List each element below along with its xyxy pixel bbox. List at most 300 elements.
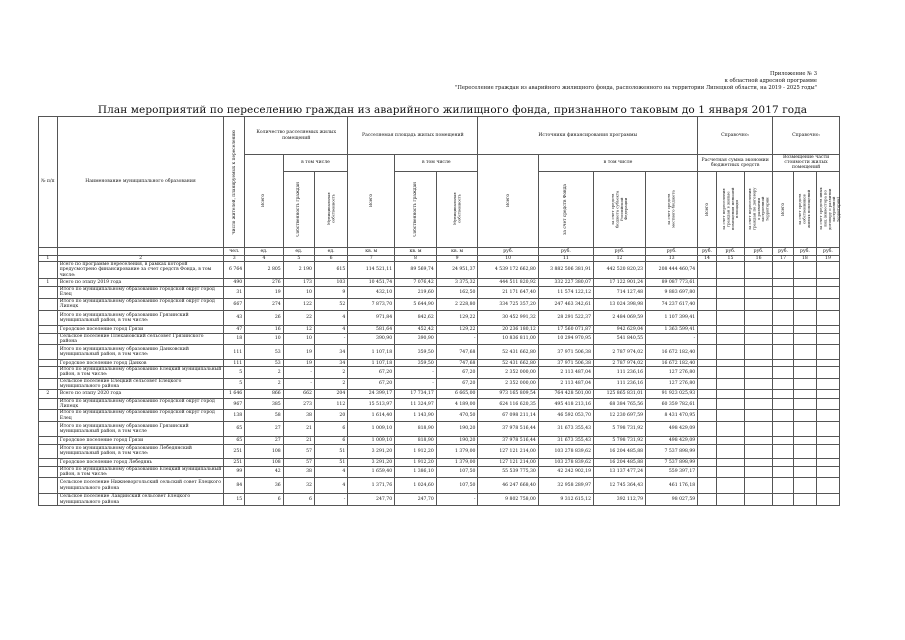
area-private: 359,50 — [395, 360, 437, 367]
people-count: 251 — [224, 458, 245, 466]
reference-cell — [816, 367, 839, 378]
people-count: 111 — [224, 360, 245, 367]
finance-incl-header: в том числе — [538, 155, 697, 172]
people-count: 111 — [224, 345, 245, 360]
rooms-municipal: 51 — [314, 444, 347, 458]
reference-cell — [698, 367, 717, 378]
unit-cell: руб. — [773, 247, 794, 255]
area-incl-header: в том числе — [395, 155, 478, 172]
rooms-private: 122 — [283, 298, 314, 310]
people-count: 65 — [224, 436, 245, 444]
rooms-municipal: 51 — [314, 458, 347, 466]
rooms-private: 32 — [283, 478, 314, 494]
area-municipal: 470,50 — [436, 410, 478, 421]
reference-cell — [793, 278, 816, 286]
area-private: 842,62 — [395, 310, 437, 325]
unit-cell: руб. — [478, 247, 538, 255]
area-municipal: 107,50 — [436, 466, 478, 477]
row-number — [39, 333, 58, 344]
row-name: Всего по программе переселения, в рамках которой предусмотрено финансирование за счет средств Фонда, в том числе: — [57, 262, 224, 279]
finance-total: 30 452 991,32 — [478, 310, 538, 325]
rooms-private: 662 — [283, 389, 314, 398]
area-private: 7 076,42 — [395, 278, 437, 286]
reference-cell — [745, 466, 773, 477]
rooms-total: 2 805 — [245, 262, 284, 279]
reference-cell — [773, 333, 794, 344]
reference-cell — [698, 494, 717, 506]
reference-cell — [716, 278, 744, 286]
finance-regional: 2 787 974,02 — [594, 345, 646, 360]
reference-cell — [816, 360, 839, 367]
reference-cell — [716, 398, 744, 409]
area-private-header: Собственность граждан — [395, 171, 437, 247]
rooms-municipal: 4 — [314, 325, 347, 333]
row-number — [39, 436, 58, 444]
table-row — [39, 458, 840, 466]
row-number — [39, 286, 58, 298]
units-row — [39, 247, 840, 255]
table-row — [39, 286, 840, 298]
reference-cell — [773, 421, 794, 436]
rooms-total: 42 — [245, 466, 284, 477]
reference-cell — [793, 444, 816, 458]
reference-cell — [716, 325, 744, 333]
row-name: Итого по муниципальному образованию Лебедянский муниципальный район, в том числе: — [57, 444, 224, 458]
reference-cell — [773, 436, 794, 444]
finance-regional: 2 484 069,59 — [594, 310, 646, 325]
col-number: 12 — [594, 255, 646, 262]
finance-regional: 13 137 477,24 — [594, 466, 646, 477]
table-row — [39, 444, 840, 458]
reference-cell — [698, 378, 717, 389]
col-number: 15 — [716, 255, 744, 262]
people-count: 1 646 — [224, 389, 245, 398]
rooms-private: - — [283, 367, 314, 378]
table-row — [39, 298, 840, 310]
area-group-header: Расселяемая площадь жилых помещений — [348, 117, 478, 155]
rooms-total-header: Всего — [245, 155, 284, 248]
reference-cell — [716, 444, 744, 458]
table-row — [39, 360, 840, 367]
area-private: 89 569,74 — [395, 262, 437, 279]
finance-total-header: Всего — [478, 155, 538, 248]
area-total: 3 291,20 — [348, 444, 395, 458]
reference-cell — [745, 286, 773, 298]
area-municipal: 1 379,00 — [436, 458, 478, 466]
finance-total: 127 121 214,00 — [478, 458, 538, 466]
reference-cell — [793, 410, 816, 421]
reference-cell — [816, 389, 839, 398]
table-row — [39, 378, 840, 389]
rooms-private: 57 — [283, 444, 314, 458]
col-number: 4 — [245, 255, 284, 262]
area-municipal: 67,20 — [436, 378, 478, 389]
col-number: 2 — [57, 255, 224, 262]
reference-cell — [793, 333, 816, 344]
reference-cell — [793, 398, 816, 409]
rooms-municipal: 6 — [314, 421, 347, 436]
people-count: 138 — [224, 410, 245, 421]
col-number: 13 — [646, 255, 698, 262]
row-number — [39, 478, 58, 494]
row-name: Городское поселение город Лебедянь — [57, 458, 224, 466]
reference-cell — [716, 262, 744, 279]
row-number — [39, 466, 58, 477]
reference-cell — [745, 478, 773, 494]
area-private: 11 324,97 — [395, 398, 437, 409]
finance-total: 2 352 000,00 — [478, 367, 538, 378]
col-number: 6 — [314, 255, 347, 262]
row-name: Сельское поселение Нижневоргольский сельский совет Елецкого муниципального района — [57, 478, 224, 494]
area-private: - — [395, 367, 437, 378]
row-number — [39, 398, 58, 409]
rooms-private: 10 — [283, 286, 314, 298]
reference-cell — [816, 278, 839, 286]
finance-local: 89 087 773,61 — [646, 278, 698, 286]
table-row — [39, 421, 840, 436]
area-total: 1 659,40 — [348, 466, 395, 477]
ref2-total-header: Всего — [773, 171, 794, 247]
rooms-total: 2 — [245, 367, 284, 378]
reference-cell — [745, 360, 773, 367]
finance-fund: 31 673 355,43 — [538, 436, 593, 444]
finance-regional: 12 230 697,59 — [594, 410, 646, 421]
area-total: 971,84 — [348, 310, 395, 325]
rooms-total: 2 — [245, 378, 284, 389]
area-total: 1 614,40 — [348, 410, 395, 421]
row-name: Итого по муниципальному образованию Грязинский муниципальный район, в том числе — [57, 421, 224, 436]
area-municipal: 3 375,32 — [436, 278, 478, 286]
reference-cell — [716, 333, 744, 344]
reference-cell — [816, 333, 839, 344]
reference-cell — [698, 262, 717, 279]
rooms-total: 276 — [245, 278, 284, 286]
reference-cell — [793, 310, 816, 325]
rooms-total: 19 — [245, 286, 284, 298]
rooms-total: 36 — [245, 478, 284, 494]
area-total: 581,64 — [348, 325, 395, 333]
finance-total: 21 171 647,40 — [478, 286, 538, 298]
rooms-municipal: 52 — [314, 298, 347, 310]
col-number: 19 — [816, 255, 839, 262]
finance-regional: 12 745 364,43 — [594, 478, 646, 494]
reference-cell — [745, 458, 773, 466]
finance-local: 461 176,18 — [646, 478, 698, 494]
reference-cell — [698, 286, 717, 298]
rooms-private: 57 — [283, 458, 314, 466]
rooms-private: - — [283, 378, 314, 389]
reference-cell — [816, 378, 839, 389]
area-private: 390,90 — [395, 333, 437, 344]
finance-total: 444 511 820,92 — [478, 278, 538, 286]
area-total: 247,70 — [348, 494, 395, 506]
reference-cell — [816, 310, 839, 325]
finance-total: 10 836 811,00 — [478, 333, 538, 344]
row-name: Всего по этапу 2020 года — [57, 389, 224, 398]
finance-local: 127 276,80 — [646, 367, 698, 378]
area-municipal: 190,20 — [436, 421, 478, 436]
area-municipal: 129,22 — [436, 325, 478, 333]
reference-cell — [716, 367, 744, 378]
reference2-group-header: Справочно: — [773, 117, 840, 155]
reference-cell — [745, 278, 773, 286]
row-number: 2 — [39, 389, 58, 398]
unit-cell: руб. — [793, 247, 816, 255]
reference-cell — [773, 360, 794, 367]
area-total: 67,20 — [348, 367, 395, 378]
reference-cell — [716, 466, 744, 477]
rooms-private: 38 — [283, 466, 314, 477]
area-total: 7 873,70 — [348, 298, 395, 310]
reference-cell — [698, 310, 717, 325]
people-count: 5 — [224, 367, 245, 378]
fund-header: за счет средств Фонда — [538, 171, 593, 247]
rooms-municipal: 615 — [314, 262, 347, 279]
row-name: Сельское поселение Плехановский сельсовет Грязинского района — [57, 333, 224, 344]
unit-cell: ед. — [314, 247, 347, 255]
finance-total: 52 431 662,80 — [478, 360, 538, 367]
reference-cell — [816, 345, 839, 360]
area-private: 5 644,90 — [395, 298, 437, 310]
finance-local: 16 672 182,40 — [646, 360, 698, 367]
reference-cell — [698, 478, 717, 494]
col-people-header: Число жителей, планируемых к переселению — [224, 117, 245, 248]
col-number: 11 — [538, 255, 593, 262]
rooms-private: 21 — [283, 421, 314, 436]
col-name-header: Наименование муниципального образования — [57, 117, 224, 248]
table-row — [39, 436, 840, 444]
finance-local: 9 883 697,80 — [646, 286, 698, 298]
rooms-private: 21 — [283, 436, 314, 444]
finance-fund: 103 278 839,62 — [538, 458, 593, 466]
area-municipal: 747,68 — [436, 360, 478, 367]
unit-cell: руб. — [816, 247, 839, 255]
row-number — [39, 378, 58, 389]
finance-fund: 31 673 355,43 — [538, 421, 593, 436]
finance-local: 498 429,09 — [646, 421, 698, 436]
reference-cell — [716, 378, 744, 389]
col-number: 14 — [698, 255, 717, 262]
reference-cell — [745, 367, 773, 378]
reference-cell — [745, 378, 773, 389]
rooms-municipal: 34 — [314, 345, 347, 360]
local-budget-header: за счет средств местного бюджета — [646, 171, 698, 247]
reference-cell — [745, 325, 773, 333]
reference-cell — [816, 466, 839, 477]
col-number: 8 — [395, 255, 437, 262]
ref1-total-header: Всего — [698, 171, 717, 247]
reference-cell — [716, 494, 744, 506]
rooms-municipal: 2 — [314, 378, 347, 389]
reference-cell — [773, 478, 794, 494]
finance-regional: 68 384 765,56 — [594, 398, 646, 409]
reference-cell — [773, 345, 794, 360]
reference-cell — [793, 298, 816, 310]
finance-local: 208 444 460,74 — [646, 262, 698, 279]
reference-cell — [716, 298, 744, 310]
col-number: 18 — [793, 255, 816, 262]
rooms-total: 10 — [245, 333, 284, 344]
reference-cell — [716, 436, 744, 444]
finance-regional: 16 204 485,88 — [594, 458, 646, 466]
area-municipal: 107,50 — [436, 478, 478, 494]
reference-cell — [716, 478, 744, 494]
col-number: 1 — [39, 255, 58, 262]
reference-cell — [816, 286, 839, 298]
reference-cell — [816, 398, 839, 409]
reference-cell — [793, 436, 816, 444]
area-municipal: - — [436, 494, 478, 506]
page-title: План мероприятий по переселению граждан из аварийного жилищного фонда, признанного таковым до 1 января 2017 года — [97, 104, 808, 116]
reference-cell — [698, 410, 717, 421]
reference-cell — [698, 466, 717, 477]
rooms-total: 53 — [245, 345, 284, 360]
reference-cell — [698, 298, 717, 310]
finance-fund: 10 294 970,95 — [538, 333, 593, 344]
rooms-total: 274 — [245, 298, 284, 310]
reference-cell — [793, 494, 816, 506]
ref1-smaller-area-header: за счет переселения граждан в жилые помещения меньшей площади — [716, 171, 744, 247]
reference-cell — [816, 436, 839, 444]
appendix-label: Приложение № 3 — [769, 71, 817, 77]
rooms-total: 866 — [245, 389, 284, 398]
unit-cell: ед. — [245, 247, 284, 255]
finance-local: 16 672 182,40 — [646, 345, 698, 360]
reference-cell — [716, 410, 744, 421]
area-municipal: 162,50 — [436, 286, 478, 298]
reference-cell — [793, 262, 816, 279]
rooms-total: 385 — [245, 398, 284, 409]
reference-cell — [773, 410, 794, 421]
people-count: 18 — [224, 333, 245, 344]
finance-fund: 42 242 902,19 — [538, 466, 593, 477]
unit-cell: чел. — [224, 247, 245, 255]
row-number — [39, 494, 58, 506]
rooms-private: 22 — [283, 310, 314, 325]
finance-total: 973 165 809,54 — [478, 389, 538, 398]
reference-cell — [773, 367, 794, 378]
area-private: 1 143,90 — [395, 410, 437, 421]
reference-cell — [716, 421, 744, 436]
finance-regional: 942 629,04 — [594, 325, 646, 333]
finance-fund: 495 418 213,16 — [538, 398, 593, 409]
row-name: Итого по муниципальному образованию Данковский муниципальный район, в том числе: — [57, 345, 224, 360]
area-private: 247,70 — [395, 494, 437, 506]
finance-regional: 714 127,48 — [594, 286, 646, 298]
table-row — [39, 345, 840, 360]
reference-cell — [698, 278, 717, 286]
table-row — [39, 466, 840, 477]
finance-regional: 111 236,16 — [594, 367, 646, 378]
reference-cell — [773, 458, 794, 466]
reference-cell — [773, 378, 794, 389]
people-count: 967 — [224, 398, 245, 409]
area-municipal: 24 951,37 — [436, 262, 478, 279]
finance-regional: 13 024 398,98 — [594, 298, 646, 310]
finance-local: 1 363 599,41 — [646, 325, 698, 333]
area-total: 67,20 — [348, 378, 395, 389]
finance-fund: 28 291 522,37 — [538, 310, 593, 325]
finance-regional: 5 798 731,92 — [594, 421, 646, 436]
area-total: 390,90 — [348, 333, 395, 344]
reference-cell — [793, 466, 816, 477]
finance-regional: 2 787 974,02 — [594, 360, 646, 367]
rooms-private-header: Собственность граждан — [283, 171, 314, 247]
area-private: 17 734,17 — [395, 389, 437, 398]
reference-cell — [773, 298, 794, 310]
reference-cell — [745, 310, 773, 325]
reference-cell — [773, 389, 794, 398]
area-private: - — [395, 378, 437, 389]
rooms-total: 108 — [245, 458, 284, 466]
reference-cell — [816, 325, 839, 333]
row-number — [39, 325, 58, 333]
rooms-private: 10 — [283, 333, 314, 344]
reference-cell — [698, 444, 717, 458]
reference-cell — [793, 286, 816, 298]
finance-local: 7 537 898,99 — [646, 444, 698, 458]
col-number: 16 — [745, 255, 773, 262]
finance-local: 1 107 399,41 — [646, 310, 698, 325]
rooms-municipal: 4 — [314, 466, 347, 477]
program-name: "Переселение граждан из аварийного жилищного фонда, расположенного на территории Липецкой области, на 2019 - 2025 годы" — [454, 85, 817, 91]
ref1-development-header: за счет переселения граждан по договору о развитии застроенной территории — [745, 171, 773, 247]
finance-total: 4 539 172 662,80 — [478, 262, 538, 279]
row-name: Всего по этапу 2019 года — [57, 278, 224, 286]
reference-cell — [816, 494, 839, 506]
reference-cell — [698, 325, 717, 333]
row-name: Итого по муниципальному образованию Елецкий муниципальный район, в том числе: — [57, 367, 224, 378]
col-number: 10 — [478, 255, 538, 262]
finance-fund: 37 971 506,38 — [538, 345, 593, 360]
reference-cell — [816, 262, 839, 279]
rooms-municipal: 4 — [314, 478, 347, 494]
regional-budget-header: за счет средств бюджета субъекта Российской Федерации — [594, 171, 646, 247]
rooms-private: 6 — [283, 494, 314, 506]
area-private: 359,50 — [395, 345, 437, 360]
area-municipal: 67,20 — [436, 367, 478, 378]
people-count: 65 — [224, 421, 245, 436]
reference-cell — [816, 478, 839, 494]
unit-cell: кв. м — [395, 247, 437, 255]
row-number — [39, 421, 58, 436]
row-number — [39, 298, 58, 310]
reference-cell — [793, 345, 816, 360]
area-municipal: 6 665,00 — [436, 389, 478, 398]
row-number — [39, 360, 58, 367]
rooms-total: 53 — [245, 360, 284, 367]
reference-cell — [793, 367, 816, 378]
people-count: 31 — [224, 286, 245, 298]
reference-cell — [716, 310, 744, 325]
area-private: 1 912,20 — [395, 458, 437, 466]
finance-total: 46 247 668,40 — [478, 478, 538, 494]
row-number — [39, 310, 58, 325]
area-municipal: 2 228,80 — [436, 298, 478, 310]
area-total: 114 521,11 — [348, 262, 395, 279]
finance-fund: 3 882 506 381,91 — [538, 262, 593, 279]
people-count: 5 — [224, 378, 245, 389]
area-municipal: 129,22 — [436, 310, 478, 325]
rooms-private: 38 — [283, 410, 314, 421]
finance-regional: 392 112,79 — [594, 494, 646, 506]
finance-regional: 5 798 731,92 — [594, 436, 646, 444]
rooms-total: 16 — [245, 325, 284, 333]
rooms-municipal: 34 — [314, 360, 347, 367]
finance-fund: 46 592 053,70 — [538, 410, 593, 421]
reference-cell — [745, 410, 773, 421]
area-municipal: 4 189,00 — [436, 398, 478, 409]
